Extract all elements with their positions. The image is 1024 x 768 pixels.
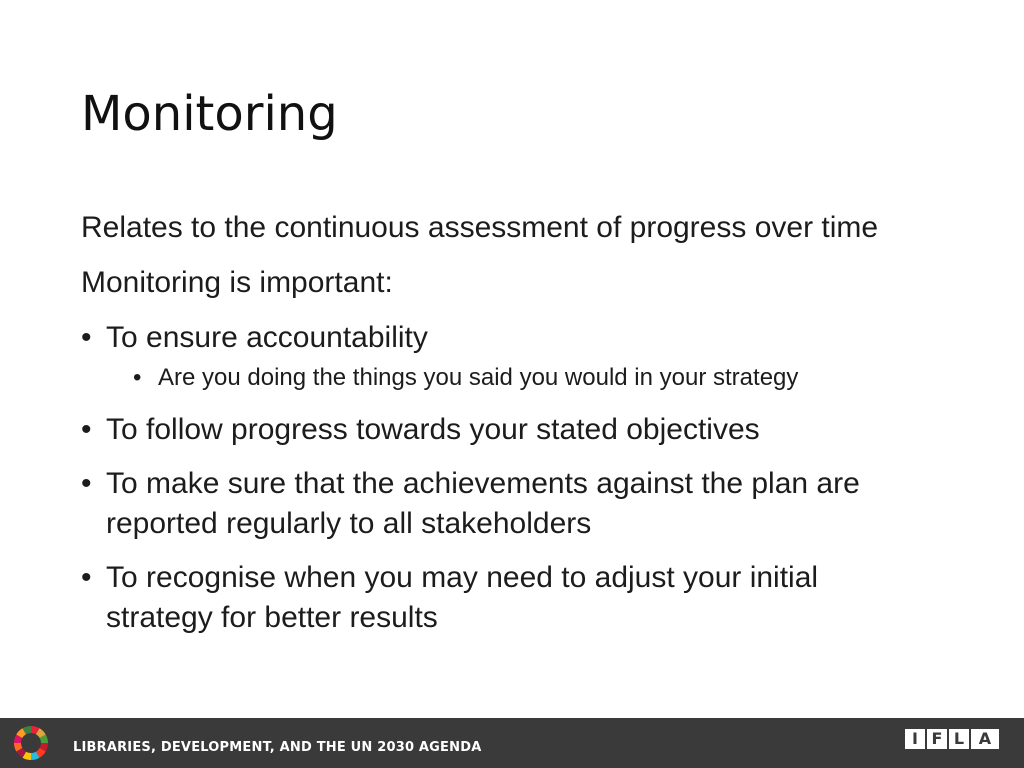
footer-title: LIBRARIES, DEVELOPMENT, AND THE UN 2030 AGENDA <box>73 740 482 755</box>
footer-bar <box>0 718 1024 768</box>
importance-heading: Monitoring is important: <box>81 266 393 299</box>
slide-body <box>81 208 931 652</box>
ifla-logo-letter: A <box>971 729 999 749</box>
bullet-dot: • <box>81 321 92 354</box>
bullet-item <box>81 558 931 638</box>
sub-bullet-text: Are you doing the things you said you would in your strategy <box>158 364 799 391</box>
ifla-logo <box>905 729 999 749</box>
bullet-dot: • <box>81 467 92 500</box>
bullet-text: To ensure accountability <box>106 321 428 354</box>
bullet-item <box>81 410 931 450</box>
bullet-item <box>81 318 931 358</box>
bullet-text: To follow progress towards your stated objectives <box>106 413 760 446</box>
bullet-dot: • <box>81 413 92 446</box>
ifla-logo-letter: I <box>905 729 925 749</box>
bullet-text: To make sure that the achievements against the plan are reported regularly to all stakeholders <box>106 467 860 540</box>
bullet-dot: • <box>133 364 142 391</box>
sub-bullet-item <box>81 362 931 394</box>
slide-title: Monitoring <box>81 86 338 142</box>
bullet-text: To recognise when you may need to adjust your initial strategy for better results <box>106 561 819 634</box>
sdg-wheel-icon <box>12 724 50 762</box>
ifla-logo-letter: L <box>949 729 969 749</box>
bullet-dot: • <box>81 561 92 594</box>
ifla-logo-letter: F <box>927 729 947 749</box>
intro-paragraph: Relates to the continuous assessment of progress over time <box>81 211 879 244</box>
bullet-item <box>81 464 931 544</box>
